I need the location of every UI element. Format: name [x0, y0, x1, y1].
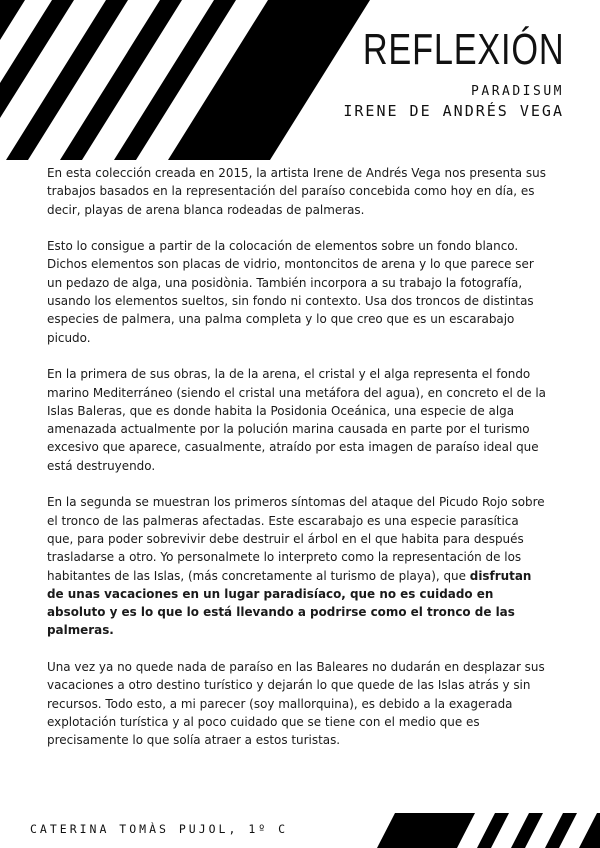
paragraph-5: Una vez ya no quede nada de paraíso en las Baleares no dudarán en desplazar sus vacaciones a otro destino turístico y dejarán lo que quede de las Islas atrás y sin recursos. Todo esto, a mi parecer (soy mallorquina), es debido a la exagerada explotación turística y al poco cuidado que se tiene con el medio que es precisamente lo que solía atraer a estos turistas.: [47, 660, 545, 748]
paragraph-1: En esta colección creada en 2015, la artista Irene de Andrés Vega nos presenta sus trabajos basados en la representación del paraíso concebida como hoy en día, es decir, playas de arena blanca rodeadas de palmeras.: [47, 166, 546, 217]
page-title: REFLEXIÓN: [362, 25, 564, 74]
collection-subtitle: PARADISUM: [471, 84, 564, 99]
paragraph-4-bold-text: disfrutan de unas vacaciones en un lugar paradisíaco, que no es cuidado en absoluto y es lo que lo está llevando a podrirse como el tronco de las palmeras.: [47, 568, 532, 638]
author-footer: CATERINA TOMÀS PUJOL, 1º C: [30, 822, 289, 836]
decorative-stripes-top: [0, 0, 370, 160]
paragraph-4-text: En la segunda se muestran los primeros síntomas del ataque del Picudo Rojo sobre el tronco de las palmeras afectadas. Este escarabajo es una especie parasítica que, para poder sobrevivir debe destruir el árbol en el que habita para después trasladarse a otro. Yo personalmete lo interpreto como la representación de los habitantes de las Islas, (más concretamente al turismo de playa), que: [47, 495, 545, 583]
decorative-stripes-bottom: [355, 813, 600, 848]
paragraph-2: Esto lo consigue a partir de la colocación de elementos sobre un fondo blanco. Dichos elementos son placas de vidrio, montoncitos de arena y lo que parece ser un pedazo de alga, una posidònia. También incorpora a su trabajo la fotografía, usando los elementos sueltos, sin fondo ni contexto. Usa dos troncos de distintas especies de palmera, una palma completa y lo que creo que es un escarabajo picudo.: [47, 239, 534, 345]
paragraph-4: [47, 493, 547, 639]
essay-body: [47, 164, 547, 768]
artist-name: IRENE DE ANDRÉS VEGA: [343, 102, 564, 120]
paragraph-3: En la primera de sus obras, la de la arena, el cristal y el alga representa el fondo marino Mediterráneo (siendo el cristal una metáfora del agua), en concreto el de la Islas Baleras, que es donde habita la Posidonia Oceánica, una especie de alga amenazada actualmente por la polución marina causada en parte por el turismo excesivo que aparece, casualmente, atraído por esta imagen de paraíso ideal que está destruyendo.: [47, 367, 547, 473]
